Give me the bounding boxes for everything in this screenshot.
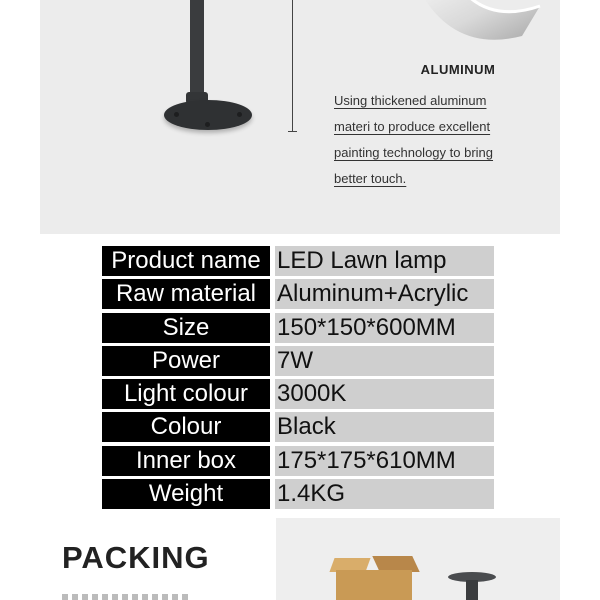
bolt-icon [174,112,179,117]
spec-row [102,412,494,442]
spec-label: Product name [102,246,270,276]
material-description [334,88,534,192]
lamp-post-image [466,580,478,600]
spec-label: Raw material [102,279,270,309]
spec-row [102,279,494,309]
spec-label: Weight [102,479,270,509]
height-dimension-tick [288,131,297,132]
spec-row [102,446,494,476]
spec-value: 150*150*600MM [275,313,494,343]
material-description-line: better touch. [334,171,407,186]
spec-value: Aluminum+Acrylic [275,279,494,309]
material-description-line: materi to produce excellent [334,119,491,134]
lamp-base-image [164,100,252,130]
spec-value: 175*175*610MM [275,446,494,476]
bolt-icon [205,122,210,127]
spec-row [102,379,494,409]
bolt-icon [237,112,242,117]
spec-label: Inner box [102,446,270,476]
spec-row [102,346,494,376]
spec-label: Colour [102,412,270,442]
spec-label: Light colour [102,379,270,409]
spec-value: LED Lawn lamp [275,246,494,276]
packing-title: PACKING [62,540,210,575]
packing-subtitle-placeholder [62,594,192,600]
spec-table [102,246,494,512]
spec-value: 3000K [275,379,494,409]
spec-row [102,246,494,276]
spec-row [102,479,494,509]
spec-row [102,313,494,343]
packing-image-panel [276,518,560,600]
spec-value: 7W [275,346,494,376]
spec-label: Power [102,346,270,376]
material-description-line: painting technology to bring [334,145,494,160]
spec-value: 1.4KG [275,479,494,509]
aluminum-sample-image [412,0,542,46]
spec-value: Black [275,412,494,442]
height-dimension-line [292,0,293,132]
lamp-post-image [190,0,204,100]
material-title: ALUMINUM [420,62,496,77]
spec-label: Size [102,313,270,343]
material-description-line: Using thickened aluminum [334,93,487,108]
carton-box-image [336,570,412,600]
